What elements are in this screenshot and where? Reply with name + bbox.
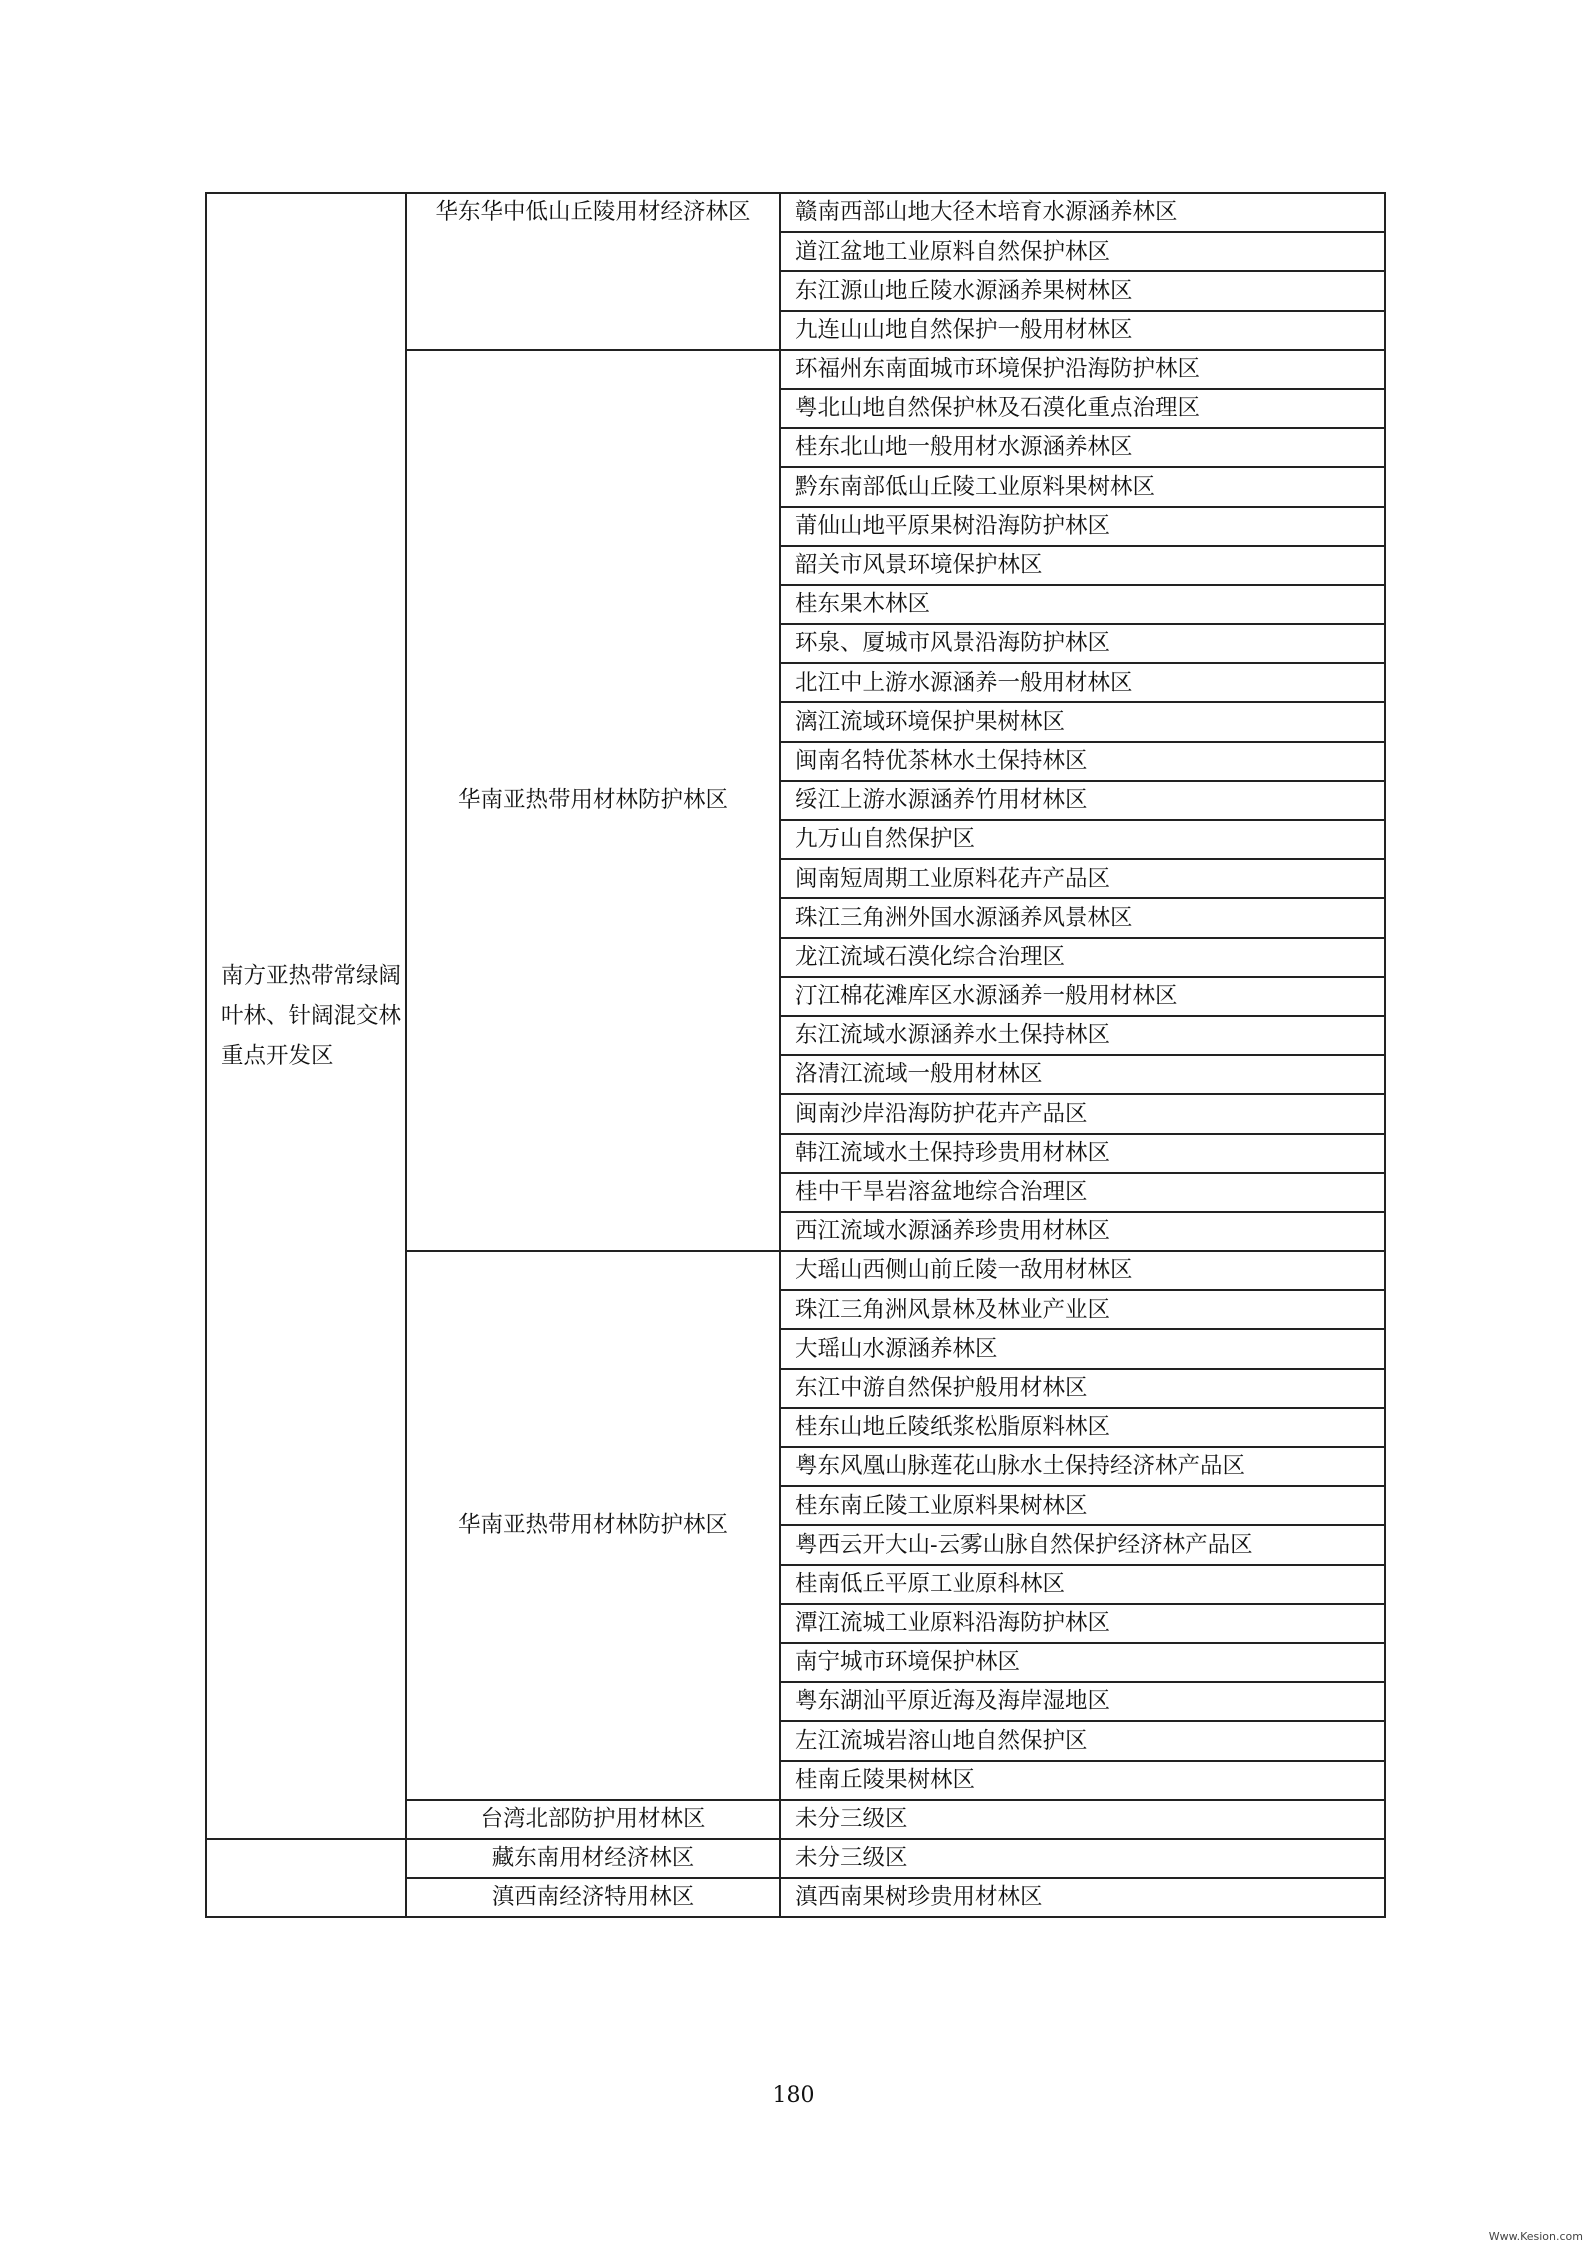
level3-region-cell: 赣南西部山地大径木培育水源涵养林区 xyxy=(780,193,1385,232)
level3-region-cell: 桂南丘陵果树林区 xyxy=(780,1761,1385,1800)
level3-region-cell: 珠江三角洲风景林及林业产业区 xyxy=(780,1290,1385,1329)
level3-region-cell: 粤西云开大山-云雾山脉自然保护经济林产品区 xyxy=(780,1525,1385,1564)
level3-region-cell: 闽南名特优茶林水土保持林区 xyxy=(780,742,1385,781)
level3-region-cell: 东江流域水源涵养水土保持林区 xyxy=(780,1016,1385,1055)
level3-region-cell: 粤东风凰山脉莲花山脉水土保持经济林产品区 xyxy=(780,1447,1385,1486)
level3-region-cell: 东江源山地丘陵水源涵养果树林区 xyxy=(780,271,1385,310)
level2-region-cell: 滇西南经济特用林区 xyxy=(406,1878,780,1917)
level3-region-cell: 未分三级区 xyxy=(780,1800,1385,1839)
level3-region-cell: 环福州东南面城市环境保护沿海防护林区 xyxy=(780,350,1385,389)
level3-region-cell: 大瑶山水源涵养林区 xyxy=(780,1329,1385,1368)
level3-region-cell: 东江中游自然保护般用材林区 xyxy=(780,1369,1385,1408)
level3-region-cell: 粤东湖汕平原近海及海岸湿地区 xyxy=(780,1682,1385,1721)
level3-region-cell: 桂东山地丘陵纸浆松脂原料林区 xyxy=(780,1408,1385,1447)
level3-region-cell: 桂中干旱岩溶盆地综合治理区 xyxy=(780,1173,1385,1212)
level3-region-cell: 闽南短周期工业原料花卉产品区 xyxy=(780,859,1385,898)
watermark: Www.Kesion.com xyxy=(1488,2230,1583,2243)
level3-region-cell: 汀江棉花滩库区水源涵养一般用材林区 xyxy=(780,977,1385,1016)
level3-region-cell: 滇西南果树珍贵用材林区 xyxy=(780,1878,1385,1917)
table-body xyxy=(206,193,1385,1917)
table-row xyxy=(206,193,1385,232)
level3-region-cell: 桂东南丘陵工业原料果树林区 xyxy=(780,1486,1385,1525)
level3-region-cell: 潭江流城工业原料沿海防护林区 xyxy=(780,1604,1385,1643)
level3-region-cell: 绥江上游水源涵养竹用材林区 xyxy=(780,781,1385,820)
level3-region-cell: 南宁城市环境保护林区 xyxy=(780,1643,1385,1682)
level3-region-cell: 未分三级区 xyxy=(780,1839,1385,1878)
level1-region-cell xyxy=(206,1839,406,1917)
level2-region-cell: 华东华中低山丘陵用材经济林区 xyxy=(406,193,780,350)
level3-region-cell: 粤北山地自然保护林及石漠化重点治理区 xyxy=(780,389,1385,428)
level3-region-cell: 漓江流域环境保护果树林区 xyxy=(780,702,1385,741)
level3-region-cell: 龙江流域石漠化综合治理区 xyxy=(780,938,1385,977)
page-number: 180 xyxy=(772,2083,815,2108)
level3-region-cell: 环泉、厦城市风景沿海防护林区 xyxy=(780,624,1385,663)
level1-region-cell: 南方亚热带常绿阔叶林、针阔混交林重点开发区 xyxy=(206,193,406,1839)
level3-region-cell: 九万山自然保护区 xyxy=(780,820,1385,859)
level3-region-cell: 闽南沙岸沿海防护花卉产品区 xyxy=(780,1094,1385,1133)
level3-region-cell: 珠江三角洲外国水源涵养风景林区 xyxy=(780,898,1385,937)
level3-region-cell: 韩江流域水土保持珍贵用材林区 xyxy=(780,1134,1385,1173)
level3-region-cell: 大瑶山西侧山前丘陵一敌用材林区 xyxy=(780,1251,1385,1290)
level2-region-cell: 藏东南用材经济林区 xyxy=(406,1839,780,1878)
level3-region-cell: 桂东北山地一般用材水源涵养林区 xyxy=(780,428,1385,467)
level3-region-cell: 莆仙山地平原果树沿海防护林区 xyxy=(780,507,1385,546)
level3-region-cell: 洛清江流域一般用材林区 xyxy=(780,1055,1385,1094)
level3-region-cell: 九连山山地自然保护一般用材林区 xyxy=(780,311,1385,350)
level3-region-cell: 桂南低丘平原工业原科林区 xyxy=(780,1565,1385,1604)
level3-region-cell: 西江流域水源涵养珍贵用材林区 xyxy=(780,1212,1385,1251)
level2-region-cell: 台湾北部防护用材林区 xyxy=(406,1800,780,1839)
table-row xyxy=(206,1839,1385,1878)
level3-region-cell: 桂东果木林区 xyxy=(780,585,1385,624)
level2-region-cell: 华南亚热带用材林防护林区 xyxy=(406,1251,780,1800)
level3-region-cell: 北江中上游水源涵养一般用材林区 xyxy=(780,663,1385,702)
level3-region-cell: 左江流城岩溶山地自然保护区 xyxy=(780,1721,1385,1760)
level2-region-cell: 华南亚热带用材林防护林区 xyxy=(406,350,780,1251)
level3-region-cell: 道江盆地工业原料自然保护林区 xyxy=(780,232,1385,271)
level3-region-cell: 韶关市风景环境保护林区 xyxy=(780,546,1385,585)
forest-zoning-table xyxy=(205,192,1386,1918)
level3-region-cell: 黔东南部低山丘陵工业原料果树林区 xyxy=(780,467,1385,506)
